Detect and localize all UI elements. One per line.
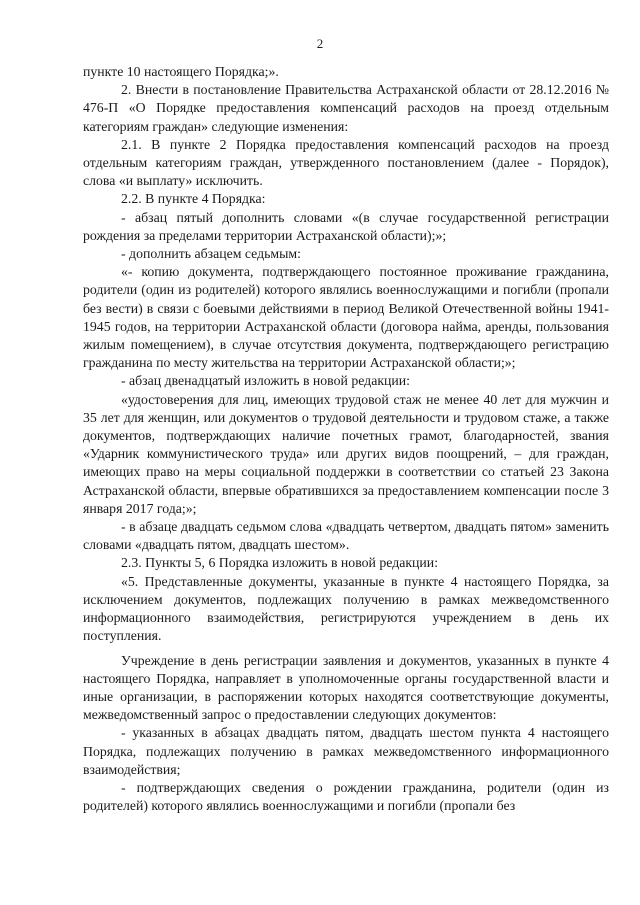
paragraph-13: Учреждение в день регистрации заявления и документов, указанных в пункте 4 настоящего Порядка, направляет в уполномоченные органы государственной власти и иные организации, в распоряжении которых находятся соответствующие документы, межведомственный запрос о предоставлении следующих документов: [83, 652, 609, 723]
paragraph-15: - подтверждающих сведения о рождении гражданина, родители (один из родителей) которого являлись военнослужащими и погибли (пропали без [83, 779, 609, 814]
paragraph-5: - абзац пятый дополнить словами «(в случае государственной регистрации рождения за пределами территории Астраханской области);»; [83, 209, 609, 243]
page-number: 2 [316, 36, 324, 51]
document-body [83, 63, 609, 815]
paragraph-6: - дополнить абзацем седьмым: [121, 246, 301, 262]
paragraph-10: - в абзаце двадцать седьмом слова «двадцать четвертом, двадцать пятом» заменить словами «двадцать пятом, двадцать шестом». [83, 519, 609, 553]
paragraph-1: пункте 10 настоящего Порядка;». [83, 64, 279, 79]
paragraph-2: 2. Внести в постановление Правительства Астраханской области от 28.12.2016 № 476-П «О Порядке предоставления компенсаций расходов на проезд отдельным категориям граждан» следующие изменения: [83, 82, 609, 134]
paragraph-9: «удостоверения для лиц, имеющих трудовой стаж не менее 40 лет для мужчин и 35 лет для женщин, или документов о трудовой деятельности и трудовом стаже, а также документов, подтверждающих наличие почетных грамот, благодарностей, звания «Ударник коммунистического труда» или других видов поощрений, – для граждан, имеющих право на меры социальной поддержки в соответствии со статьей 23 Закона Астраханской области, впервые обратившихся за предоставлением компенсации после 3 января 2017 года;»; [83, 391, 609, 516]
paragraph-7: «- копию документа, подтверждающего постоянное проживание гражданина, родители (один из родителей) которого являлись военнослужащими и погибли (пропали без вести) в связи с боевыми действиями в период Великой Отечественной войны 1941-1945 годов, на территории Астраханской области (договора найма, аренды, пользования жилым помещением), в случае отсутствия документа, подтверждающего регистрацию гражданина по месту жительства на территории Астраханской области;»; [83, 264, 609, 371]
paragraph-12: «5. Представленные документы, указанные в пункте 4 настоящего Порядка, за исключением документов, подлежащих получению в рамках межведомственного информационного взаимодействия, регистрируются учреждением в день их поступления. [83, 573, 609, 644]
paragraph-3: 2.1. В пункте 2 Порядка предоставления компенсаций расходов на проезд отдельным категориям граждан, утвержденного постановлением (далее - Порядок), слова «и выплату» исключить. [83, 136, 609, 189]
paragraph-8: - абзац двенадцатый изложить в новой редакции: [121, 373, 411, 389]
paragraph-4: 2.2. В пункте 4 Порядка: [121, 191, 266, 207]
paragraph-11: 2.3. Пункты 5, 6 Порядка изложить в новой редакции: [121, 555, 439, 571]
paragraph-14: - указанных в абзацах двадцать пятом, двадцать шестом пункта 4 настоящего Порядка, подлежащих получению в рамках межведомственного информационного взаимодействия; [83, 725, 609, 777]
